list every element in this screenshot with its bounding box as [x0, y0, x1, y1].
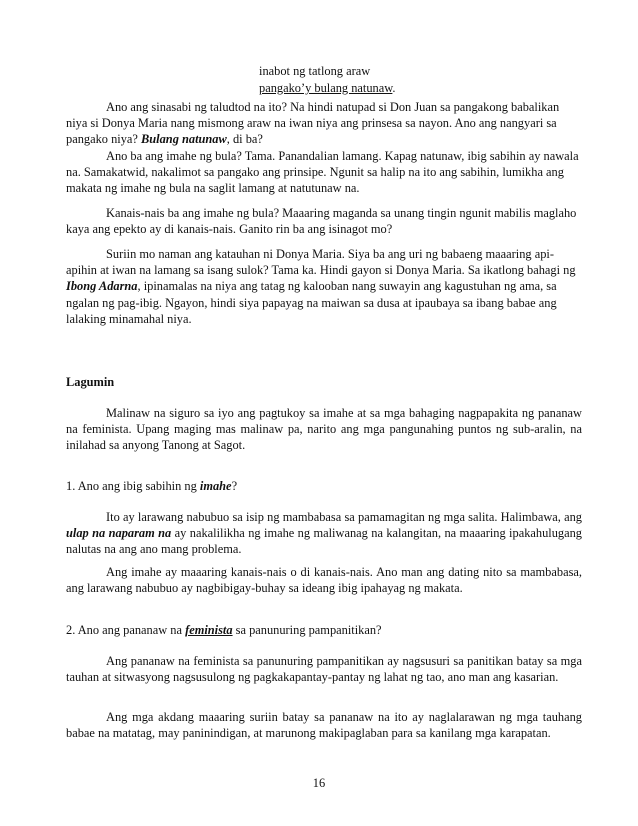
- question-1-prefix: 1. Ano ang ibig sabihin ng: [66, 479, 200, 493]
- question-2-suffix: sa panunuring pampanitikan?: [232, 623, 382, 637]
- discussion-block-3: [66, 246, 582, 327]
- lagumin-intro: Malinaw na siguro sa iyo ang pagtukoy sa imahe at sa mga bahaging nagpapakita ng pananaw na feminista. Upang maging mas malinaw pa, narito ang mga pangunahing puntos ng sub-aralin, na inilahad sa anyong Tanong at Sagot.: [66, 406, 582, 453]
- poem-line-2-tail: .: [392, 81, 396, 95]
- answer-2-paragraph-2: Ang mga akdang maaaring suriin batay sa pananaw na ito ay naglalarawan ng mga tauhang babae na matatag, may paninindigan, at marunong makipaglaban para sa kanilang mga karapatan.: [66, 710, 582, 741]
- paragraph-2: Ano ba ang imahe ng bula? Tama. Panandalian lamang. Kapag natunaw, ibig sabihin ay nawala na. Samakatwid, nakalimot sa pangako ang prinsipe. Ngunit sa halip na ito ang sabihin, lumikha ang makata ng imahe ng bula na saglit lamang at natutunaw na.: [66, 148, 579, 196]
- answer-2-paragraph-1: Ang pananaw na feminista sa panunuring pampanitikan ay nagsusuri sa panitikan batay sa mga tauhan at sitwasyong nagsusulong ng pagkakapantay-pantay ng lahat ng tao, ano man ang kasarian.: [66, 654, 582, 685]
- answer-1-block: [66, 509, 582, 558]
- answer-1-text: Ito ay larawang nabubuo sa isip ng mambabasa sa pamamagitan ng mga salita. Halimbawa, ang: [106, 510, 582, 524]
- answer-1-paragraph-2: Ang imahe ay maaaring kanais-nais o di kanais-nais. Ano man ang dating nito sa mambabasa, ang larawang nabubuo ay nagbibigay-buhay sa ideang ibig ipahayag ng makata.: [66, 565, 582, 596]
- poem-line-1: inabot ng tatlong araw: [259, 64, 371, 78]
- question-1-suffix: ?: [231, 479, 238, 493]
- answer-1-term: ulap na naparam na: [66, 526, 172, 541]
- lagumin-intro-block: [66, 405, 582, 454]
- paragraph-4-title: Ibong Adarna: [66, 279, 138, 294]
- paragraph-1-emphasis: Bulang natunaw: [141, 132, 227, 147]
- question-2: [66, 622, 382, 638]
- answer-1-tail: ay nakalilikha ng imahe ng maliwanag na kalangitan, na maaaring ipakahulugang nalutas na ang ano mang problema.: [66, 526, 582, 557]
- paragraph-1-text: Ano ang sinasabi ng taludtod na ito? Na hindi natupad si Don Juan sa pangakong babalikan niya si Donya Maria nang mismong araw na iwan niya ang prinsesa sa nayon. Ano ang nangyari sa pangako niya?: [66, 100, 560, 147]
- page-number: 16: [312, 776, 326, 790]
- question-2-term: feminista: [185, 623, 233, 637]
- paragraph-4-tail: , ipinamalas na niya ang tatag ng kalooban nang suwayin ang kagustuhan ng ama, sa ngalan ng pag-ibig. Ngayon, hindi siya papayag na maiwan sa dusa at ipaubaya sa ibang babae ang lalaking minamahal niya.: [66, 279, 557, 326]
- poem-excerpt: [259, 63, 396, 97]
- section-heading-lagumin: Lagumin: [66, 375, 115, 389]
- answer-1b-block: [66, 564, 582, 596]
- answer-1-paragraph-1: [66, 509, 582, 558]
- paragraph-1: [66, 99, 582, 148]
- paragraph-4: [66, 246, 582, 327]
- paragraph-4-text: Suriin mo naman ang katauhan ni Donya Maria. Siya ba ang uri ng babaeng maaaring api-apihin at iwan na lamang sa isang sulok? Tama ka. Hindi gayon si Donya Maria. Sa ikatlong bahagi ng: [66, 247, 576, 278]
- answer-2b-block: [66, 709, 582, 741]
- paragraph-1-tail: , di ba?: [226, 132, 263, 147]
- paragraph-3: Kanais-nais ba ang imahe ng bula? Maaaring maganda sa unang tingin ngunit mabilis maglaho kaya ang epekto ay di kanais-nais. Ganito rin ba ang isinagot mo?: [66, 206, 577, 237]
- discussion-block-2: [66, 205, 582, 237]
- answer-2-block: [66, 653, 582, 685]
- discussion-block-1: [66, 99, 582, 196]
- poem-line-2-underlined: pangako’y bulang natunaw: [259, 81, 393, 95]
- question-1: [66, 478, 237, 494]
- question-1-term: imahe: [199, 479, 232, 493]
- question-2-prefix: 2. Ano ang pananaw na: [66, 623, 186, 637]
- poem-line-2: [259, 80, 396, 97]
